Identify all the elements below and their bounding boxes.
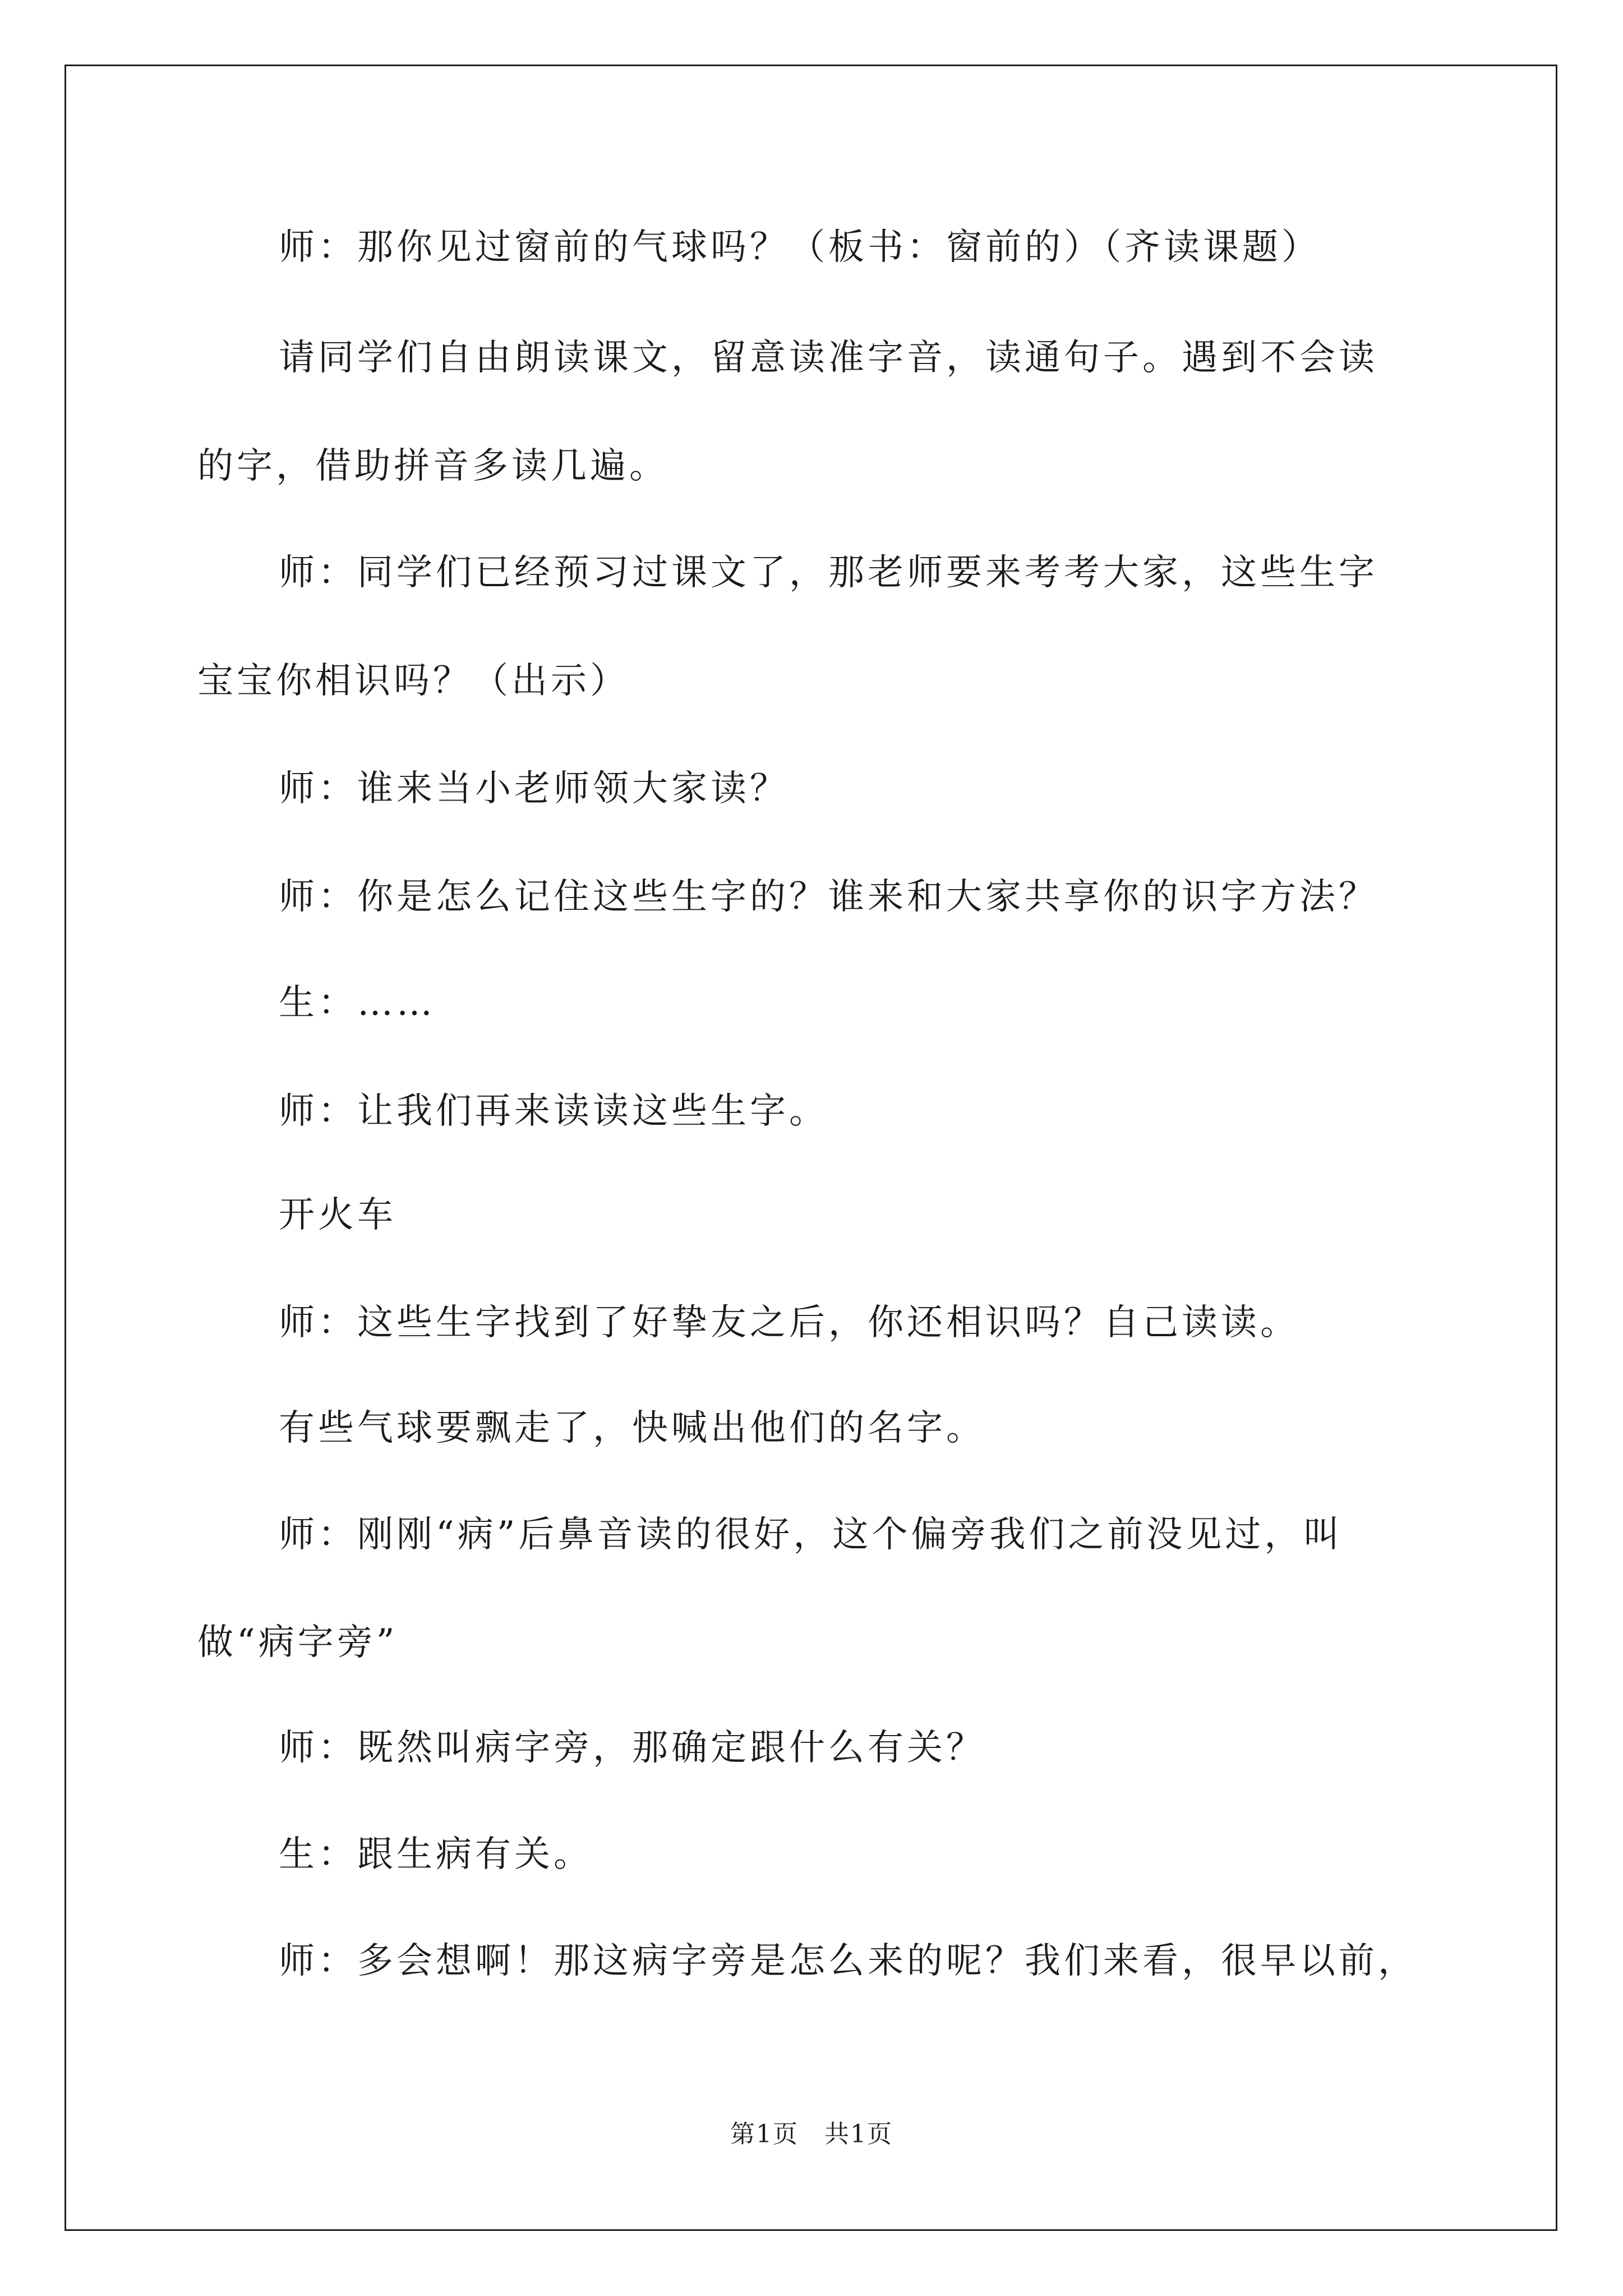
text-line: 有些气球要飘走了，快喊出他们的名字。: [279, 1407, 985, 1449]
text-line: 做“病字旁”: [197, 1622, 398, 1663]
text-line: 生：跟生病有关。: [279, 1834, 593, 1875]
text-line: 师：那你见过窗前的气球吗？（板书：窗前的）（齐读课题）: [279, 227, 1321, 268]
page-border: [64, 65, 1557, 2231]
text-line: 师：多会想啊！那这病字旁是怎么来的呢？我们来看，很早以前，: [279, 1940, 1417, 1982]
text-line: 生：……: [279, 982, 436, 1024]
text-line: 师：你是怎么记住这些生字的？谁来和大家共享你的识字方法？: [279, 876, 1378, 918]
text-line: 师：刚刚“病”后鼻音读的很好，这个偏旁我们之前没见过，叫: [279, 1514, 1343, 1556]
text-line: 开火车: [279, 1194, 396, 1236]
text-line: 的字，借助拼音多读几遍。: [197, 445, 668, 487]
text-line: 宝宝你相识吗？（出示）: [197, 660, 629, 702]
text-line: 请同学们自由朗读课文，留意读准字音，读通句子。遇到不会读: [279, 337, 1378, 379]
text-line: 师：让我们再来读读这些生字。: [279, 1091, 828, 1132]
page-number: 第1页 共1页: [730, 2120, 893, 2148]
text-line: 师：谁来当小老师领大家读？: [279, 768, 789, 809]
text-line: 师：既然叫病字旁，那确定跟什么有关？: [279, 1727, 985, 1769]
text-line: 师：同学们已经预习过课文了，那老师要来考考大家，这些生字: [279, 552, 1378, 593]
text-line: 师：这些生字找到了好挚友之后，你还相识吗？自己读读。: [279, 1302, 1299, 1343]
